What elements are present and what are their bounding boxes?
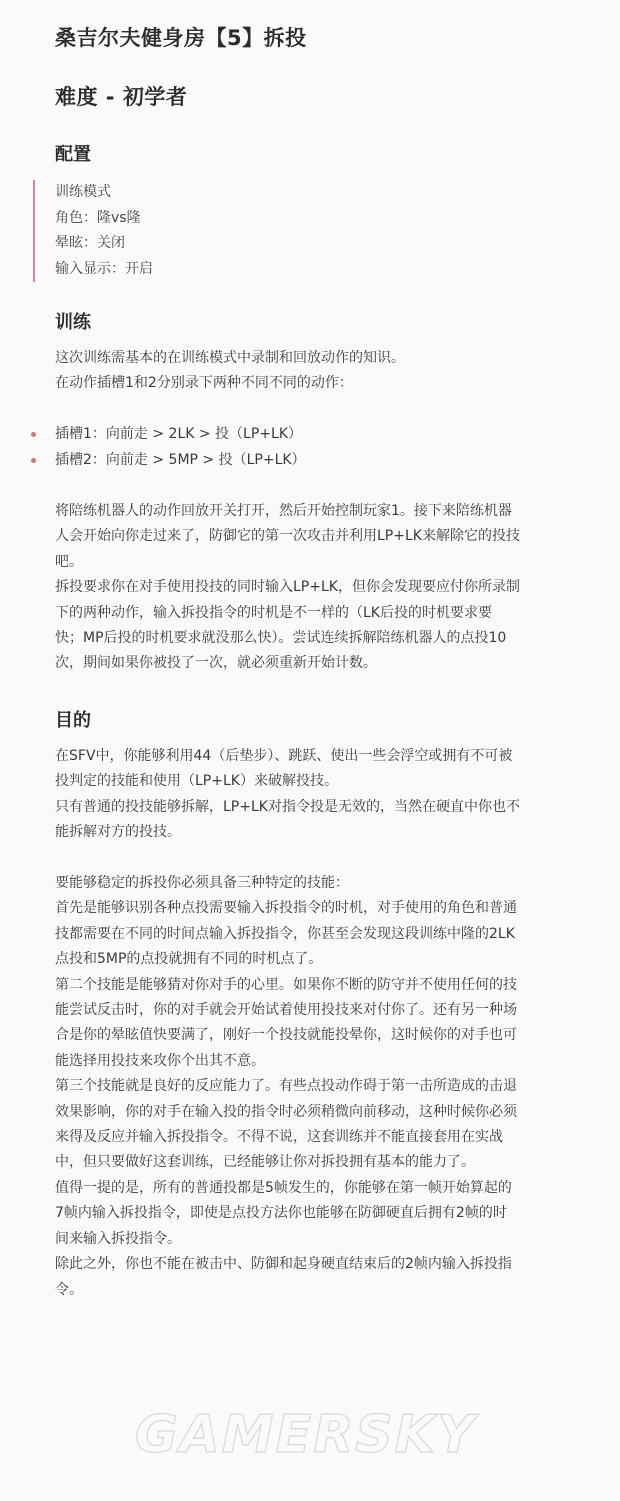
goal-heading: 目的: [55, 710, 91, 731]
text-line: 能尝试反击时，你的对手就会开始试着使用投技来对付你了。还有另一种场: [55, 1002, 517, 1019]
text-line: 令。: [55, 1281, 83, 1298]
text-line: 投判定的技能和使用（LP+LK）来破解投技。: [55, 773, 338, 790]
text-line: 7帧内输入拆投指令，即使是点投方法你也能够在防御硬直后拥有2帧的时: [55, 1205, 507, 1222]
bullet-icon: [31, 458, 36, 463]
goal-paragraph-1: [55, 744, 570, 846]
config-heading: 配置: [55, 144, 91, 165]
list-item-slot-1: [55, 422, 306, 448]
text-line: 合是你的晕眩值快要满了，刚好一个投技就能投晕你，这时候你的对手也可: [55, 1027, 517, 1044]
text-line: 这次训练需基本的在训练模式中录制和回放动作的知识。: [55, 350, 405, 366]
text-line: 拆投要求你在对手使用投技的同时输入LP+LK，但你会发现要应付你所录制: [55, 579, 520, 596]
watermark-logo: GAMERSKY: [135, 1405, 477, 1465]
text-line: 第二个技能是能够猜对你对手的心里。如果你不断的防守并不使用任何的技: [55, 976, 517, 993]
text-line: 快；MP后投的时机要求就没那么快）。尝试连续拆解陪练机器人的点投10: [55, 630, 507, 647]
list-item-slot-2: [55, 448, 306, 474]
config-blockquote: [33, 180, 555, 282]
text-line: 要能够稳定的拆投你必须具备三种特定的技能：: [55, 875, 349, 891]
text-line: 能拆解对方的投技。: [55, 824, 181, 841]
text-line: 技都需要在不同的时间点输入拆投指令，你甚至会发现这段训练中隆的2LK: [55, 925, 515, 942]
config-line-character: 角色：隆vs隆: [55, 209, 141, 226]
difficulty-heading: 难度 - 初学者: [55, 85, 188, 109]
text-line: 人会开始向你走过来了，防御它的第一次攻击并利用LP+LK来解除它的投技: [55, 528, 520, 545]
slot-list: [55, 422, 306, 473]
training-intro: [55, 346, 570, 397]
text-line: 吧。: [55, 553, 83, 570]
text-line: 点投和5MP的点投就拥有不同的时机点了。: [55, 951, 323, 968]
text-line: 间来输入拆投指令。: [55, 1230, 181, 1247]
text-line: 中，但只要做好这套训练，已经能够让你对拆投拥有基本的能力了。: [55, 1154, 475, 1171]
bullet-icon: [31, 432, 36, 437]
config-line-input-display: 输入显示：开启: [55, 260, 153, 277]
text-line: 下的两种动作，输入拆投指令的时机是不一样的（LK后投的时机要求要: [55, 604, 492, 621]
page-title: 桑吉尔夫健身房【5】拆投: [55, 26, 307, 50]
list-item-text: 插槽1：向前走 > 2LK > 投（LP+LK）: [55, 426, 303, 442]
text-line: 只有普通的投技能够拆解，LP+LK对指令投是无效的，当然在硬直中你也不: [55, 798, 520, 815]
text-line: 在SFV中，你能够利用44（后垫步）、跳跃、使出一些会浮空或拥有不可被: [55, 748, 513, 764]
text-line: 将陪练机器人的动作回放开关打开，然后开始控制玩家1。接下来陪练机器: [55, 503, 512, 519]
training-heading: 训练: [55, 312, 91, 333]
training-body: [55, 499, 570, 677]
text-line: 除此之外，你也不能在被击中、防御和起身硬直结束后的2帧内输入拆投指: [55, 1256, 512, 1273]
text-line: 值得一提的是，所有的普通投都是5帧发生的，你能够在第一帧开始算起的: [55, 1179, 512, 1196]
text-line: 次，期间如果你被投了一次，就必须重新开始计数。: [55, 655, 377, 672]
config-line-mode: 训练模式: [55, 184, 111, 200]
text-line: 能选择用投技来攻你个出其不意。: [55, 1052, 265, 1069]
text-line: 第三个技能就是良好的反应能力了。有些点投动作碍于第一击所造成的击退: [55, 1078, 517, 1095]
goal-paragraph-2: [55, 871, 570, 1303]
text-line: 来得及反应并输入拆投指令。不得不说，这套训练并不能直接套用在实战: [55, 1129, 503, 1146]
text-line: 效果影响，你的对手在输入投的指令时必须稍微向前移动，这种时候你必须: [55, 1103, 517, 1120]
text-line: 在动作插槽1和2分别录下两种不同不同的动作：: [55, 375, 353, 392]
text-line: 首先是能够识别各种点投需要输入拆投指令的时机，对手使用的角色和普通: [55, 900, 517, 917]
config-line-stun: 晕眩：关闭: [55, 235, 125, 251]
list-item-text: 插槽2：向前走 > 5MP > 投（LP+LK）: [55, 451, 306, 468]
